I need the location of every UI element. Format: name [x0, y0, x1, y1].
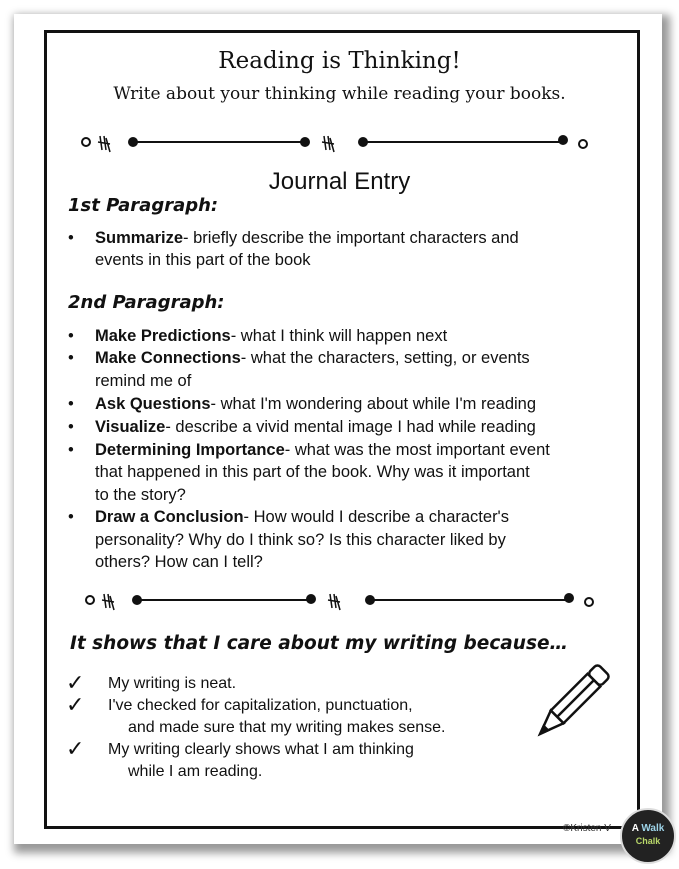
paragraph2-heading: 2nd Paragraph: — [68, 292, 225, 313]
page-title: Reading is Thinking! — [218, 48, 461, 74]
checklist-item: My writing clearly shows what I am thinking — [108, 741, 414, 758]
list-item-cont: others? How can I tell? — [95, 553, 263, 571]
checklist-item: My writing is neat. — [108, 675, 237, 692]
checklist-item: I've checked for capitalization, punctuation, — [108, 697, 413, 714]
list-item: • Visualize- describe a vivid mental image I had while reading — [68, 418, 536, 436]
list-item: • Summarize- briefly describe the important characters and — [68, 229, 519, 247]
checklist-item-cont: and made sure that my writing makes sense. — [128, 719, 446, 736]
checkmark-icon: ✓ — [66, 692, 85, 717]
divider-bottom — [82, 586, 602, 618]
list-item-cont: events in this part of the book — [95, 251, 311, 269]
list-item-cont: remind me of — [95, 372, 192, 390]
checklist-item-cont: while I am reading. — [128, 763, 263, 780]
list-item: • Make Connections- what the characters, setting, or events — [68, 349, 530, 367]
checkmark-icon: ✓ — [66, 736, 85, 761]
list-item: • Make Predictions- what I think will happen next — [68, 327, 448, 345]
checkmark-icon: ✓ — [66, 670, 85, 695]
list-item: • Draw a Conclusion- How would I describe a character's — [68, 508, 509, 526]
pencil-icon — [525, 655, 620, 750]
subtitle: Write about your thinking while reading your books. — [113, 84, 566, 104]
list-item: • Ask Questions- what I'm wondering about while I'm reading — [68, 395, 537, 413]
list-item-cont: personality? Why do I think so? Is this character liked by — [95, 531, 506, 549]
care-heading: It shows that I care about my writing because… — [70, 633, 569, 654]
paragraph1-heading: 1st Paragraph: — [68, 195, 219, 216]
divider-top — [78, 128, 598, 160]
logo: A Walk Chalk — [620, 808, 676, 864]
journal-entry-heading: Journal Entry — [268, 168, 411, 195]
list-item: • Determining Importance- what was the most important event — [68, 441, 550, 459]
list-item-cont: to the story? — [95, 486, 186, 504]
list-item-cont: that happened in this part of the book. Why was it important — [95, 463, 530, 481]
copyright: ©Kristen V — [563, 823, 611, 834]
